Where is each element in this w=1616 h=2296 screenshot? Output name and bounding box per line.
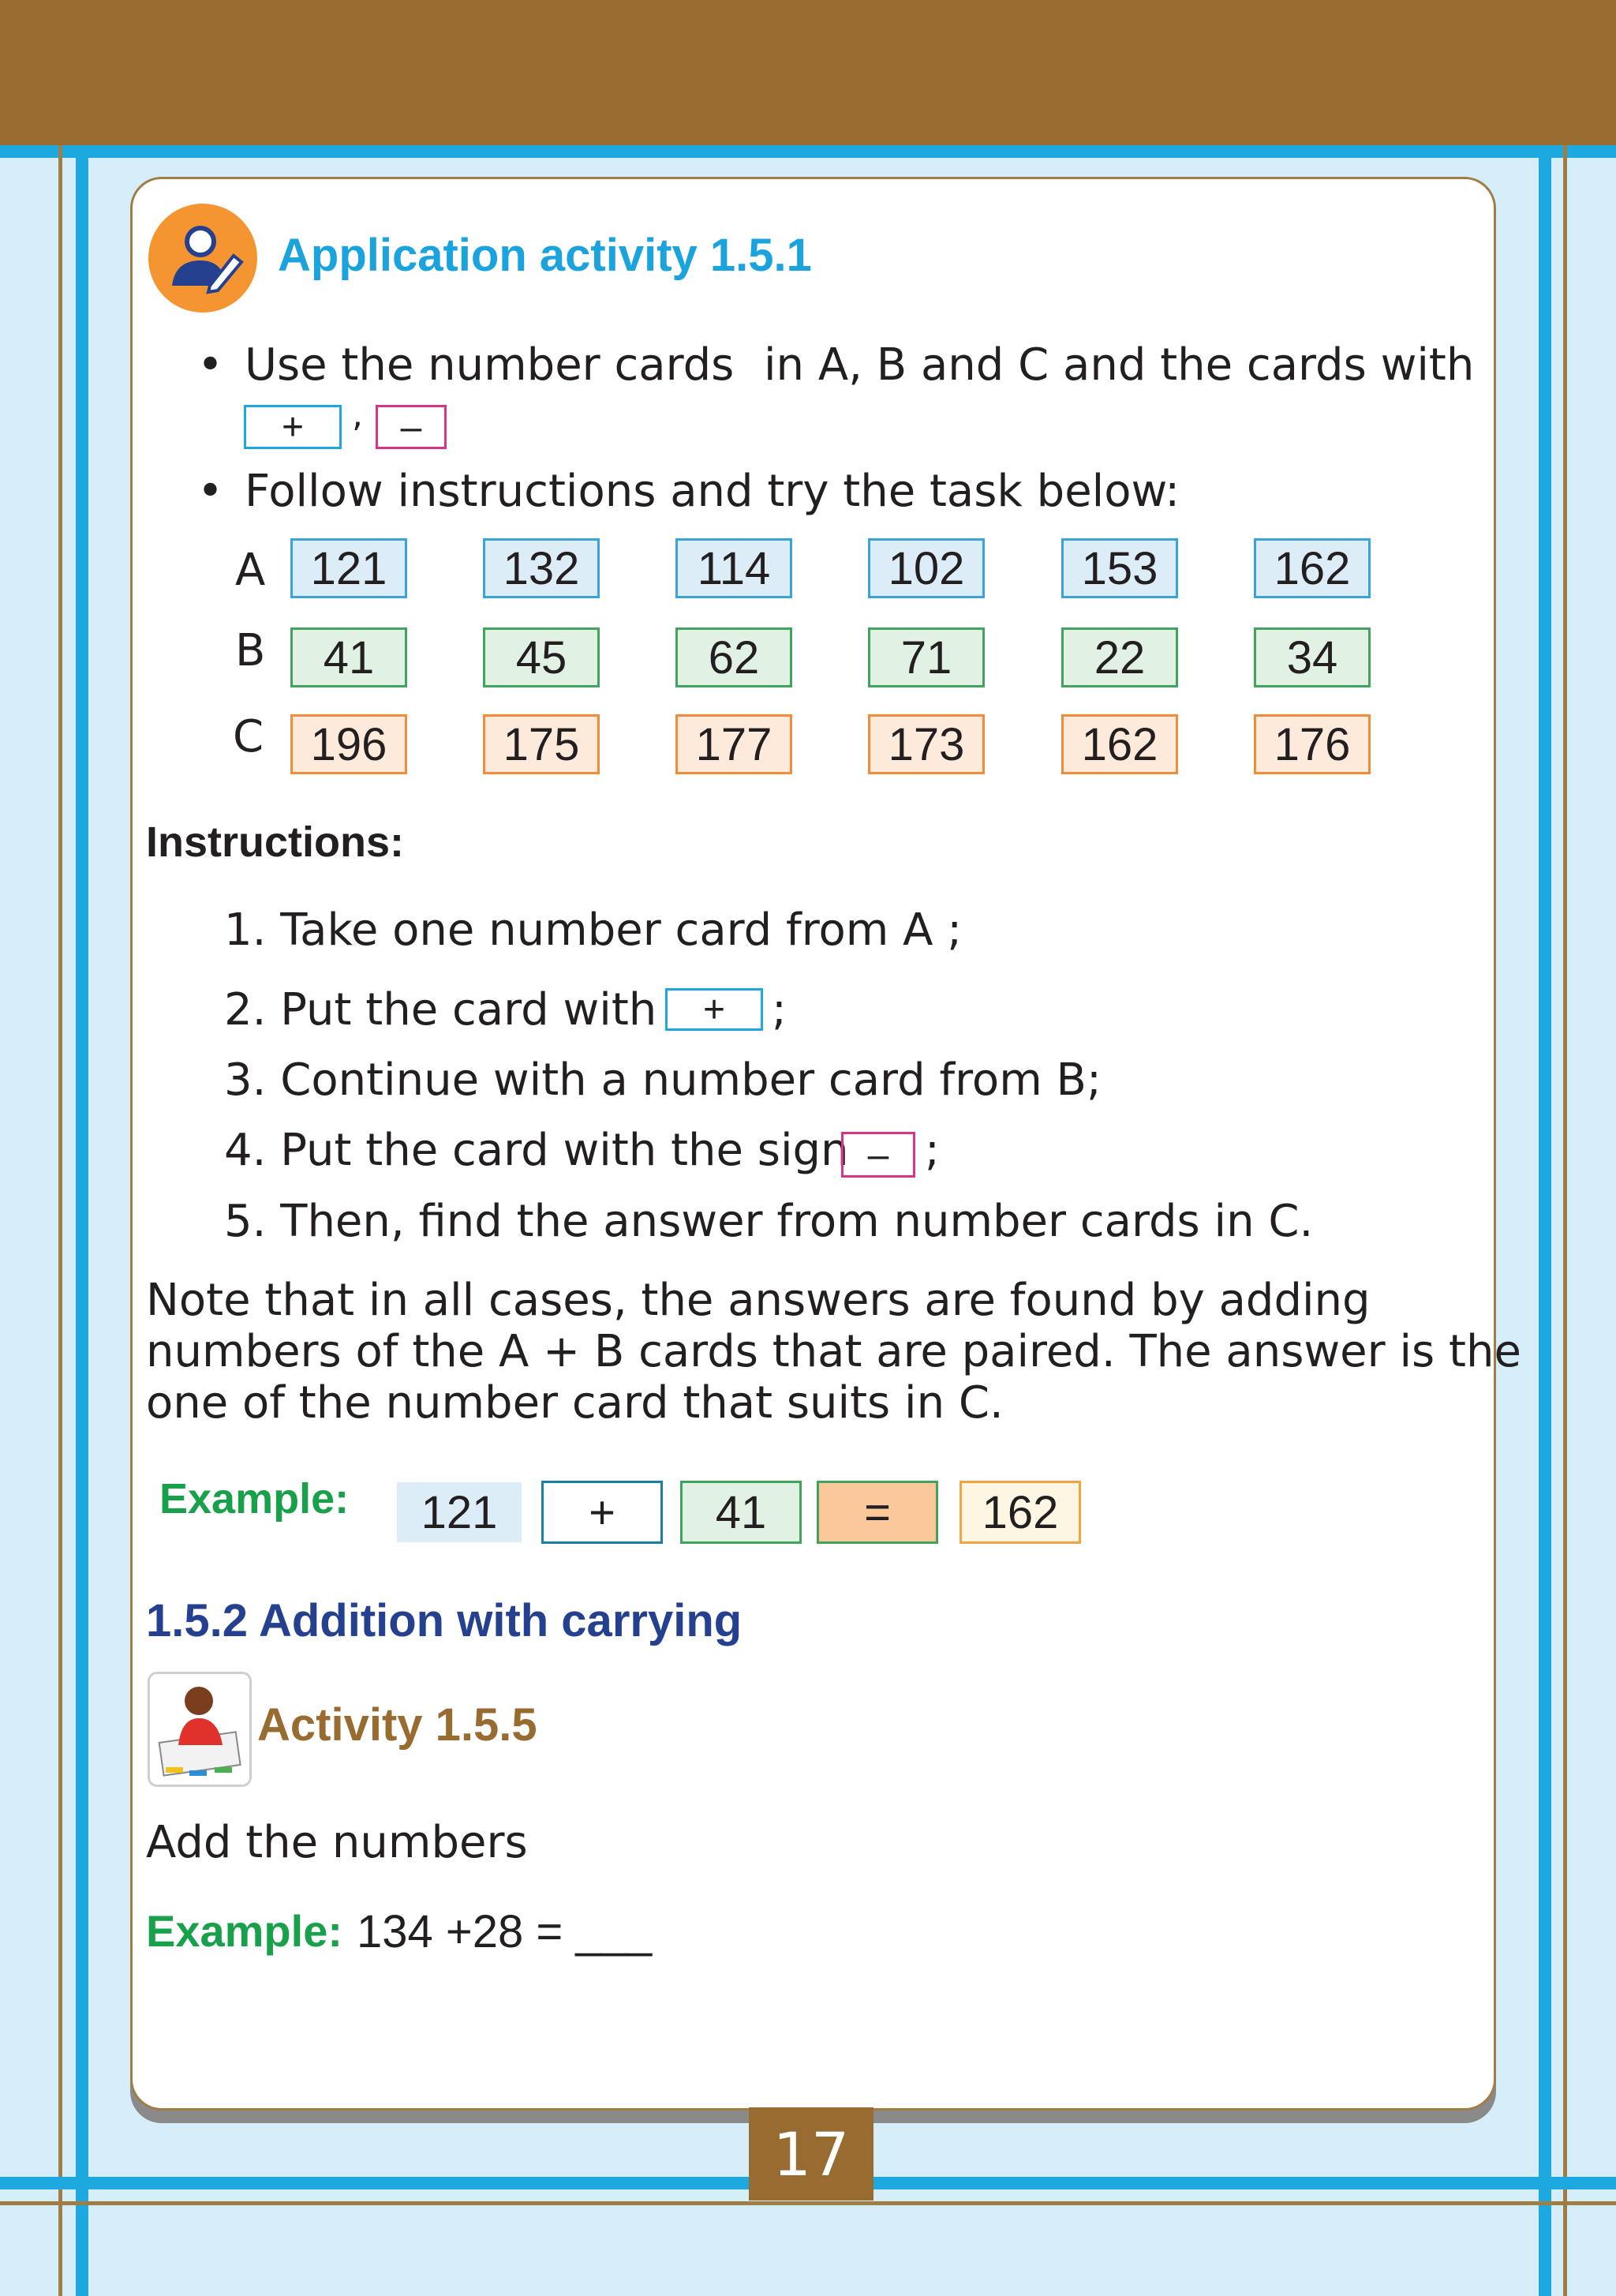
plus-sign: + [702,988,726,1031]
example-card-b: 41 [680,1481,802,1544]
border-line-left-thick [76,145,88,2296]
bullet-dot: • [197,339,224,391]
bullet-dot: • [197,466,224,517]
border-line-left-thin [58,145,62,2296]
card-c-5: 162 [1061,714,1178,774]
instruction-2-end: ; [772,984,787,1036]
bullet-1-part2: in A, B and C and the cards with [764,339,1475,391]
instruction-4-minus-card [841,1132,915,1178]
card-b-1: 41 [290,627,407,687]
minus-sign: – [867,1133,889,1176]
activity-2-text: Add the numbers [146,1817,528,1868]
card-a-4: 102 [868,538,985,598]
card-a-2: 132 [483,538,600,598]
border-line-right-thick [1539,145,1551,2296]
example-card-equals: = [817,1481,938,1544]
card-a-1: 121 [290,538,407,598]
card-b-3: 62 [675,627,792,687]
note-line-2: numbers of the A + B cards that are paired. The answer is the [146,1326,1521,1377]
card-c-6: 176 [1254,714,1371,774]
plus-sign-card [244,405,342,449]
bottom-line-thin [0,2201,1616,2205]
instructions-heading: Instructions: [146,818,405,866]
instruction-1: 1. Take one number card from A ; [224,905,963,956]
instruction-2: 2. Put the card with [224,984,657,1036]
card-b-4: 71 [868,627,985,687]
activity-title: Application activity 1.5.1 [278,230,812,281]
instruction-4-end: ; [925,1125,940,1176]
top-banner [0,0,1616,145]
example-card-a: 121 [397,1482,522,1542]
card-b-2: 45 [483,627,600,687]
example-label: Example: [159,1475,350,1523]
card-c-1: 196 [290,714,407,774]
activity-2-example-text: 134 +28 = ___ [357,1906,653,1957]
learner-writing-icon [148,204,257,313]
instruction-5: 5. Then, find the answer from number cards in C. [224,1196,1314,1247]
card-a-6: 162 [1254,538,1371,598]
bullet-1-part1: Use the number cards [245,339,735,391]
bullet-2: Follow instructions and try the task below: [245,466,1180,517]
example-card-c: 162 [960,1481,1081,1544]
top-stripe [0,145,1616,158]
section-title: 1.5.2 Addition with carrying [146,1595,743,1646]
instruction-4: 4. Put the card with the sign [224,1125,849,1176]
card-a-3: 114 [675,538,792,598]
instruction-3: 3. Continue with a number card from B; [224,1054,1102,1106]
card-a-5: 153 [1061,538,1178,598]
page-number: 17 [749,2107,873,2200]
activity-2-example-label: Example: [146,1906,342,1956]
row-label-c: C [233,711,264,762]
instruction-2-plus-card [665,988,763,1031]
minus-sign: – [400,406,422,448]
row-label-a: A [235,545,266,596]
border-line-right-thin [1563,145,1567,2296]
example-card-plus: + [541,1481,663,1544]
note-line-3: one of the number card that suits in C. [146,1377,1004,1429]
activity-2-title: Activity 1.5.5 [257,1699,537,1751]
card-b-5: 22 [1061,627,1178,687]
row-label-b: B [235,625,266,676]
child-drawing-icon [148,1672,252,1787]
card-c-4: 173 [868,714,985,774]
note-line-1: Note that in all cases, the answers are found by adding [146,1275,1371,1326]
comma: , [352,395,363,435]
card-c-2: 175 [483,714,600,774]
plus-sign: + [281,406,305,448]
minus-sign-card [376,405,447,449]
card-b-6: 34 [1254,627,1371,687]
card-c-3: 177 [675,714,792,774]
